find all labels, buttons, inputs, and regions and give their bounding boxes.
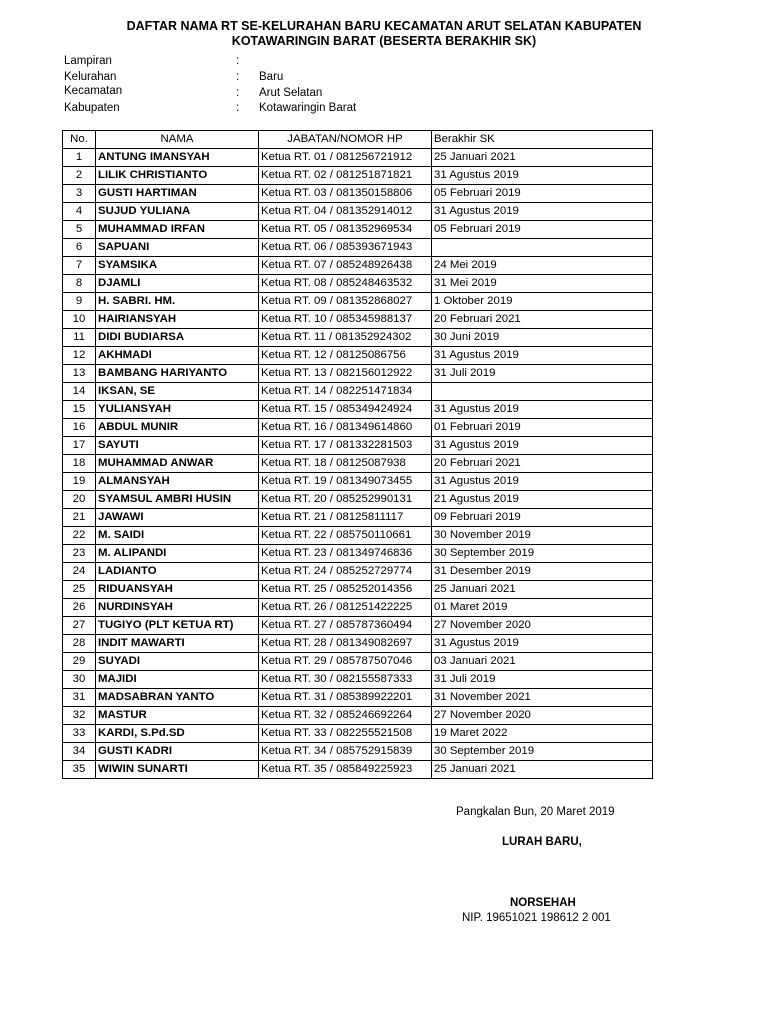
cell-jabatan: Ketua RT. 07 / 085248926438 <box>259 257 432 275</box>
cell-nama: AKHMADI <box>96 347 259 365</box>
cell-jabatan: Ketua RT. 27 / 085787360494 <box>259 617 432 635</box>
meta-value: Arut Selatan <box>259 87 323 99</box>
cell-no: 3 <box>63 185 96 203</box>
signature-office: LURAH BARU, <box>502 836 582 848</box>
cell-nama: ALMANSYAH <box>96 473 259 491</box>
cell-jabatan: Ketua RT. 15 / 085349424924 <box>259 401 432 419</box>
cell-nama: GUSTI KADRI <box>96 743 259 761</box>
cell-no: 18 <box>63 455 96 473</box>
table-body <box>63 149 653 779</box>
cell-jabatan: Ketua RT. 34 / 085752915839 <box>259 743 432 761</box>
table-row <box>63 293 653 311</box>
cell-berakhir-sk: 31 Juli 2019 <box>432 365 653 383</box>
cell-nama: SUJUD YULIANA <box>96 203 259 221</box>
cell-berakhir-sk: 31 Agustus 2019 <box>432 473 653 491</box>
meta-label: Kelurahan <box>64 71 117 83</box>
meta-label: Kecamatan <box>64 85 123 97</box>
cell-no: 19 <box>63 473 96 491</box>
table-row <box>63 275 653 293</box>
cell-no: 5 <box>63 221 96 239</box>
cell-jabatan: Ketua RT. 18 / 08125087938 <box>259 455 432 473</box>
title-line-2: KOTAWARINGIN BARAT (BESERTA BERAKHIR SK) <box>231 34 537 48</box>
cell-no: 17 <box>63 437 96 455</box>
cell-jabatan: Ketua RT. 06 / 085393671943 <box>259 239 432 257</box>
cell-berakhir-sk <box>432 239 653 257</box>
table-row <box>63 347 653 365</box>
cell-berakhir-sk: 24 Mei 2019 <box>432 257 653 275</box>
cell-no: 1 <box>63 149 96 167</box>
cell-nama: MUHAMMAD ANWAR <box>96 455 259 473</box>
meta-row-kecamatan <box>0 84 768 99</box>
cell-jabatan: Ketua RT. 22 / 085750110661 <box>259 527 432 545</box>
cell-jabatan: Ketua RT. 28 / 081349082697 <box>259 635 432 653</box>
cell-nama: MUHAMMAD IRFAN <box>96 221 259 239</box>
cell-berakhir-sk: 31 Agustus 2019 <box>432 203 653 221</box>
table-row <box>63 599 653 617</box>
cell-berakhir-sk: 31 Agustus 2019 <box>432 401 653 419</box>
cell-jabatan: Ketua RT. 14 / 082251471834 <box>259 383 432 401</box>
table-row <box>63 563 653 581</box>
cell-jabatan: Ketua RT. 11 / 081352924302 <box>259 329 432 347</box>
table-header-row <box>63 131 653 149</box>
table-row <box>63 311 653 329</box>
table-row <box>63 257 653 275</box>
cell-berakhir-sk: 31 Mei 2019 <box>432 275 653 293</box>
cell-berakhir-sk: 03 Januari 2021 <box>432 653 653 671</box>
table-row <box>63 653 653 671</box>
cell-nama: JAWAWI <box>96 509 259 527</box>
cell-jabatan: Ketua RT. 04 / 081352914012 <box>259 203 432 221</box>
table-row <box>63 635 653 653</box>
cell-nama: LILIK CHRISTIANTO <box>96 167 259 185</box>
meta-value: Kotawaringin Barat <box>259 102 357 114</box>
cell-jabatan: Ketua RT. 24 / 085252729774 <box>259 563 432 581</box>
cell-no: 20 <box>63 491 96 509</box>
cell-berakhir-sk: 01 Maret 2019 <box>432 599 653 617</box>
cell-jabatan: Ketua RT. 35 / 085849225923 <box>259 761 432 779</box>
table-row <box>63 437 653 455</box>
header-jabatan: JABATAN/NOMOR HP <box>259 131 432 149</box>
table-row <box>63 509 653 527</box>
cell-nama: M. ALIPANDI <box>96 545 259 563</box>
cell-nama: LADIANTO <box>96 563 259 581</box>
cell-nama: MASTUR <box>96 707 259 725</box>
cell-nama: KARDI, S.Pd.SD <box>96 725 259 743</box>
cell-berakhir-sk <box>432 383 653 401</box>
meta-colon: : <box>236 55 240 67</box>
cell-no: 32 <box>63 707 96 725</box>
cell-no: 26 <box>63 599 96 617</box>
header-berakhir-sk: Berakhir SK <box>432 131 653 149</box>
cell-berakhir-sk: 19 Maret 2022 <box>432 725 653 743</box>
cell-berakhir-sk: 27 November 2020 <box>432 617 653 635</box>
table-row <box>63 689 653 707</box>
cell-no: 33 <box>63 725 96 743</box>
cell-jabatan: Ketua RT. 30 / 082155587333 <box>259 671 432 689</box>
cell-no: 4 <box>63 203 96 221</box>
cell-jabatan: Ketua RT. 31 / 085389922201 <box>259 689 432 707</box>
cell-berakhir-sk: 27 November 2020 <box>432 707 653 725</box>
cell-berakhir-sk: 31 Agustus 2019 <box>432 167 653 185</box>
table-row <box>63 365 653 383</box>
cell-no: 34 <box>63 743 96 761</box>
signature-place-date: Pangkalan Bun, 20 Maret 2019 <box>456 806 615 818</box>
meta-row-kabupaten <box>0 101 768 116</box>
cell-nama: BAMBANG HARIYANTO <box>96 365 259 383</box>
cell-berakhir-sk: 09 Februari 2019 <box>432 509 653 527</box>
cell-no: 22 <box>63 527 96 545</box>
cell-no: 21 <box>63 509 96 527</box>
cell-no: 24 <box>63 563 96 581</box>
cell-nama: ANTUNG IMANSYAH <box>96 149 259 167</box>
meta-label: Lampiran <box>64 55 112 67</box>
cell-no: 11 <box>63 329 96 347</box>
cell-no: 9 <box>63 293 96 311</box>
cell-berakhir-sk: 25 Januari 2021 <box>432 581 653 599</box>
cell-berakhir-sk: 25 Januari 2021 <box>432 149 653 167</box>
cell-no: 27 <box>63 617 96 635</box>
cell-jabatan: Ketua RT. 02 / 081251871821 <box>259 167 432 185</box>
cell-jabatan: Ketua RT. 32 / 085246692264 <box>259 707 432 725</box>
cell-nama: SAPUANI <box>96 239 259 257</box>
table-row <box>63 707 653 725</box>
meta-row-lampiran <box>0 54 768 69</box>
cell-berakhir-sk: 30 November 2019 <box>432 527 653 545</box>
cell-jabatan: Ketua RT. 13 / 082156012922 <box>259 365 432 383</box>
meta-colon: : <box>236 87 240 99</box>
cell-nama: HAIRIANSYAH <box>96 311 259 329</box>
table-row <box>63 419 653 437</box>
cell-nama: WIWIN SUNARTI <box>96 761 259 779</box>
cell-nama: SYAMSUL AMBRI HUSIN <box>96 491 259 509</box>
cell-no: 29 <box>63 653 96 671</box>
document-title <box>100 19 668 49</box>
cell-nama: DIDI BUDIARSA <box>96 329 259 347</box>
table-row <box>63 329 653 347</box>
cell-no: 23 <box>63 545 96 563</box>
table-row <box>63 185 653 203</box>
cell-nama: GUSTI HARTIMAN <box>96 185 259 203</box>
cell-no: 30 <box>63 671 96 689</box>
meta-label: Kabupaten <box>64 102 120 114</box>
table-row <box>63 203 653 221</box>
cell-nama: NURDINSYAH <box>96 599 259 617</box>
cell-berakhir-sk: 21 Agustus 2019 <box>432 491 653 509</box>
cell-berakhir-sk: 31 Agustus 2019 <box>432 437 653 455</box>
cell-jabatan: Ketua RT. 20 / 085252990131 <box>259 491 432 509</box>
cell-jabatan: Ketua RT. 19 / 081349073455 <box>259 473 432 491</box>
meta-value: Baru <box>259 71 284 83</box>
cell-jabatan: Ketua RT. 29 / 085787507046 <box>259 653 432 671</box>
cell-no: 25 <box>63 581 96 599</box>
cell-nama: SAYUTI <box>96 437 259 455</box>
cell-nama: INDIT MAWARTI <box>96 635 259 653</box>
header-no: No. <box>63 131 96 149</box>
cell-jabatan: Ketua RT. 26 / 081251422225 <box>259 599 432 617</box>
cell-no: 13 <box>63 365 96 383</box>
cell-jabatan: Ketua RT. 10 / 085345988137 <box>259 311 432 329</box>
table-row <box>63 527 653 545</box>
cell-nama: YULIANSYAH <box>96 401 259 419</box>
table-row <box>63 167 653 185</box>
cell-no: 28 <box>63 635 96 653</box>
title-line-1: DAFTAR NAMA RT SE-KELURAHAN BARU KECAMATAN ARUT SELATAN KABUPATEN <box>126 19 642 33</box>
cell-nama: M. SAIDI <box>96 527 259 545</box>
cell-berakhir-sk: 25 Januari 2021 <box>432 761 653 779</box>
cell-no: 7 <box>63 257 96 275</box>
cell-nama: H. SABRI. HM. <box>96 293 259 311</box>
cell-berakhir-sk: 1 Oktober 2019 <box>432 293 653 311</box>
cell-berakhir-sk: 31 Desember 2019 <box>432 563 653 581</box>
cell-jabatan: Ketua RT. 05 / 081352969534 <box>259 221 432 239</box>
cell-no: 10 <box>63 311 96 329</box>
cell-jabatan: Ketua RT. 09 / 081352868027 <box>259 293 432 311</box>
cell-berakhir-sk: 30 September 2019 <box>432 743 653 761</box>
cell-jabatan: Ketua RT. 25 / 085252014356 <box>259 581 432 599</box>
cell-berakhir-sk: 30 Juni 2019 <box>432 329 653 347</box>
table-row <box>63 473 653 491</box>
cell-no: 31 <box>63 689 96 707</box>
cell-no: 16 <box>63 419 96 437</box>
cell-jabatan: Ketua RT. 23 / 081349746836 <box>259 545 432 563</box>
cell-jabatan: Ketua RT. 17 / 081332281503 <box>259 437 432 455</box>
cell-berakhir-sk: 05 Februari 2019 <box>432 185 653 203</box>
table-row <box>63 491 653 509</box>
cell-nama: DJAMLI <box>96 275 259 293</box>
table-row <box>63 725 653 743</box>
cell-no: 15 <box>63 401 96 419</box>
cell-berakhir-sk: 20 Februari 2021 <box>432 455 653 473</box>
table-row <box>63 239 653 257</box>
cell-berakhir-sk: 05 Februari 2019 <box>432 221 653 239</box>
cell-jabatan: Ketua RT. 01 / 081256721912 <box>259 149 432 167</box>
cell-nama: RIDUANSYAH <box>96 581 259 599</box>
cell-no: 35 <box>63 761 96 779</box>
cell-no: 8 <box>63 275 96 293</box>
cell-berakhir-sk: 31 Juli 2019 <box>432 671 653 689</box>
cell-no: 14 <box>63 383 96 401</box>
cell-nama: IKSAN, SE <box>96 383 259 401</box>
cell-jabatan: Ketua RT. 12 / 08125086756 <box>259 347 432 365</box>
cell-nama: SUYADI <box>96 653 259 671</box>
cell-berakhir-sk: 31 Agustus 2019 <box>432 635 653 653</box>
cell-nama: SYAMSIKA <box>96 257 259 275</box>
table-row <box>63 455 653 473</box>
rt-table <box>62 130 653 779</box>
meta-colon: : <box>236 71 240 83</box>
table-row <box>63 383 653 401</box>
table-row <box>63 581 653 599</box>
cell-nama: TUGIYO (PLT KETUA RT) <box>96 617 259 635</box>
cell-nama: ABDUL MUNIR <box>96 419 259 437</box>
table-row <box>63 149 653 167</box>
cell-berakhir-sk: 31 November 2021 <box>432 689 653 707</box>
table-row <box>63 545 653 563</box>
cell-nama: MAJIDI <box>96 671 259 689</box>
cell-jabatan: Ketua RT. 33 / 082255521508 <box>259 725 432 743</box>
cell-berakhir-sk: 31 Agustus 2019 <box>432 347 653 365</box>
cell-berakhir-sk: 01 Februari 2019 <box>432 419 653 437</box>
cell-no: 12 <box>63 347 96 365</box>
table-row <box>63 761 653 779</box>
cell-no: 6 <box>63 239 96 257</box>
cell-jabatan: Ketua RT. 16 / 081349614860 <box>259 419 432 437</box>
cell-berakhir-sk: 20 Februari 2021 <box>432 311 653 329</box>
table-row <box>63 743 653 761</box>
table-row <box>63 671 653 689</box>
meta-row-kelurahan <box>0 70 768 85</box>
table-row <box>63 401 653 419</box>
cell-no: 2 <box>63 167 96 185</box>
cell-jabatan: Ketua RT. 21 / 08125811117 <box>259 509 432 527</box>
meta-colon: : <box>236 102 240 114</box>
cell-jabatan: Ketua RT. 08 / 085248463532 <box>259 275 432 293</box>
cell-jabatan: Ketua RT. 03 / 081350158806 <box>259 185 432 203</box>
cell-nama: MADSABRAN YANTO <box>96 689 259 707</box>
table-row <box>63 617 653 635</box>
table-row <box>63 221 653 239</box>
signature-nip: NIP. 19651021 198612 2 001 <box>462 912 611 924</box>
cell-berakhir-sk: 30 September 2019 <box>432 545 653 563</box>
header-nama: NAMA <box>96 131 259 149</box>
signature-name: NORSEHAH <box>510 897 576 909</box>
